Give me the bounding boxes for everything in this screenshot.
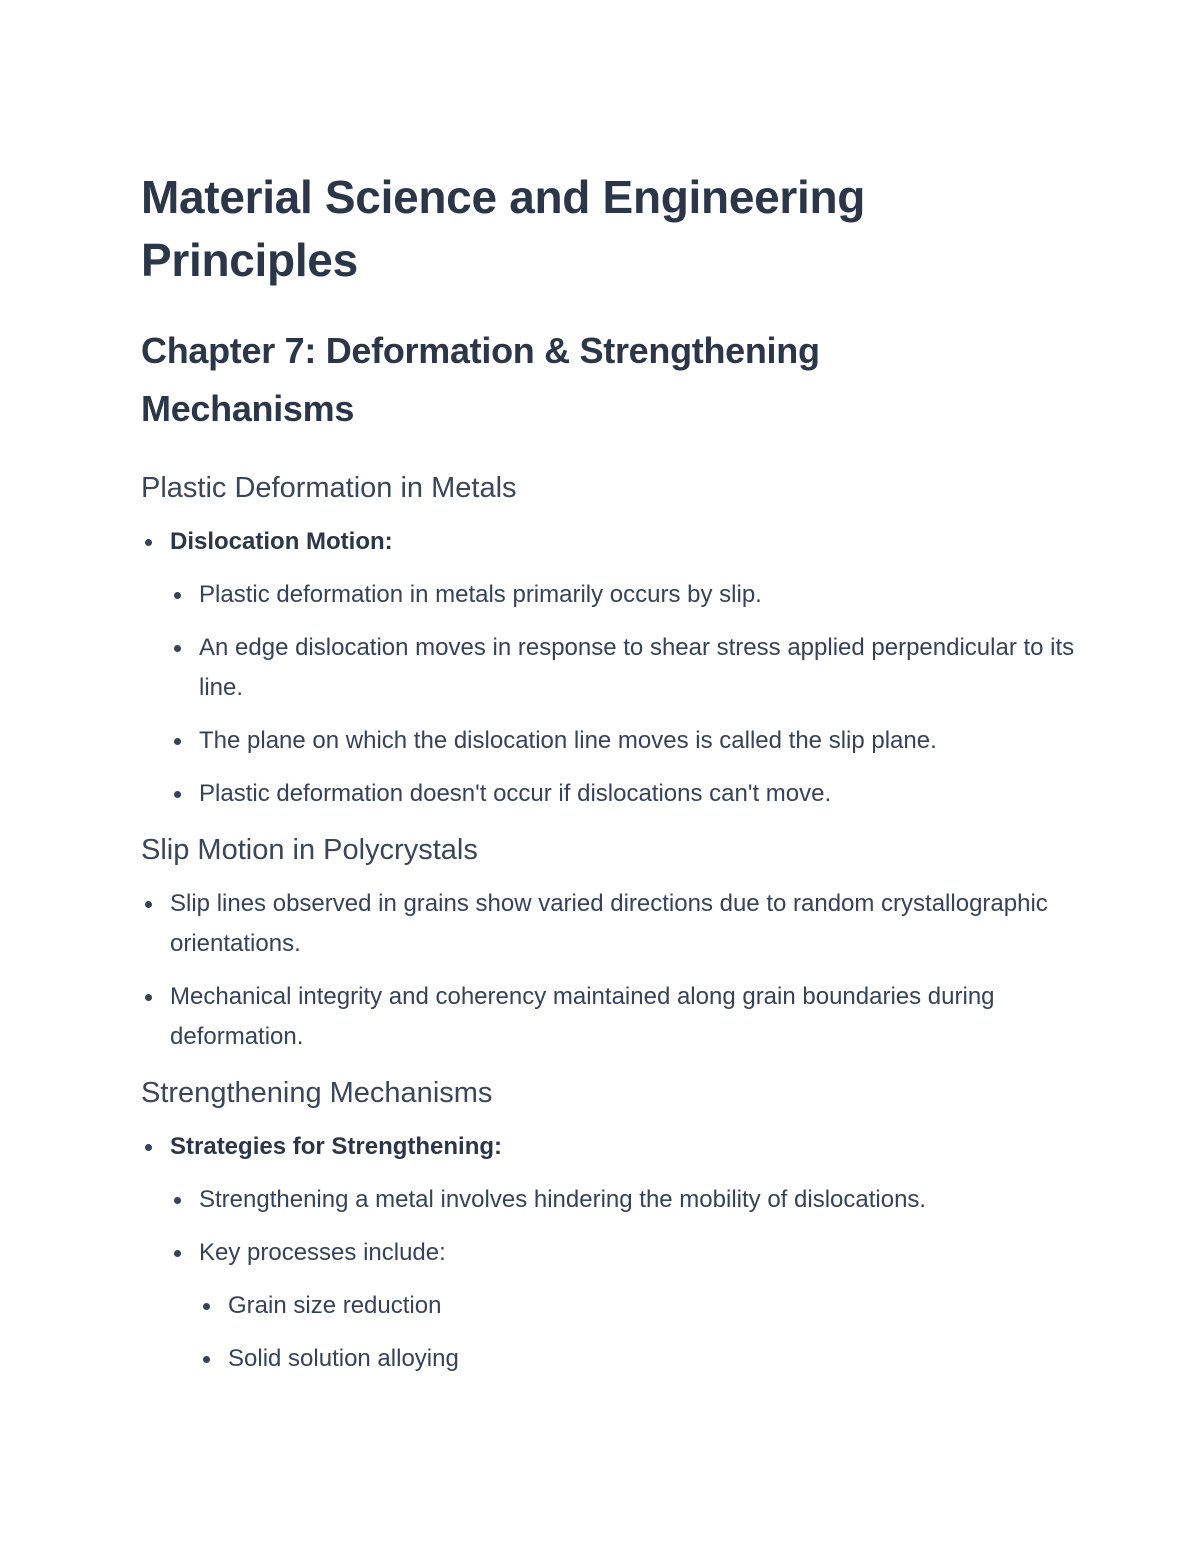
nested-bullet-list [199,1286,1080,1379]
section-heading-strengthening: Strengthening Mechanisms [141,1077,493,1109]
bullet-list [141,522,1080,814]
list-item: Solid solution alloying [199,1339,1080,1379]
nested-bullet-list [170,1180,1080,1379]
list-item: Plastic deformation in metals primarily occurs by slip. [170,575,1080,615]
section-heading-slip-motion: Slip Motion in Polycrystals [141,834,478,866]
list-item-label: Key processes include: [199,1239,446,1266]
list-item [141,1127,1080,1379]
list-item [170,1233,1080,1379]
list-item: Mechanical integrity and coherency maintained along grain boundaries during deformation. [141,977,1080,1057]
list-item-label: Dislocation Motion: [170,528,393,555]
list-item: Plastic deformation doesn't occur if dislocations can't move. [170,774,1080,814]
bullet-list [141,1127,1080,1379]
chapter-heading: Chapter 7: Deformation & Strengthening Mechanisms [141,330,820,429]
list-item: The plane on which the dislocation line moves is called the slip plane. [170,721,1080,761]
list-item-label: Strategies for Strengthening: [170,1133,503,1160]
list-item: Strengthening a metal involves hindering the mobility of dislocations. [170,1180,1080,1220]
nested-bullet-list [170,575,1080,814]
document-title: Material Science and Engineering Principles [141,171,866,286]
section-heading-plastic-deformation: Plastic Deformation in Metals [141,472,517,504]
list-item: An edge dislocation moves in response to shear stress applied perpendicular to its line. [170,628,1080,708]
bullet-list [141,884,1080,1057]
list-item [141,522,1080,814]
list-item: Grain size reduction [199,1286,1080,1326]
list-item: Slip lines observed in grains show varied directions due to random crystallographic orientations. [141,884,1080,964]
